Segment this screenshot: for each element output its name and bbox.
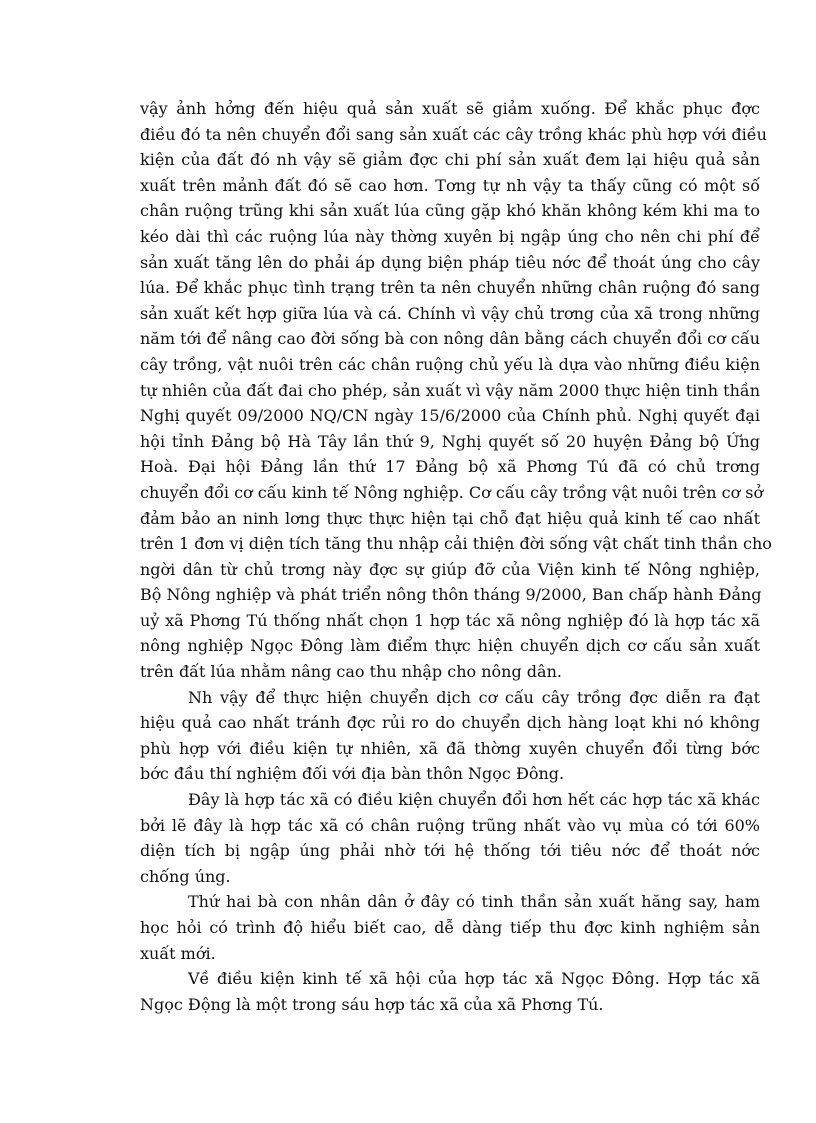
- document-page: [140, 96, 772, 1017]
- text-line: uỷ xã Phơng Tú thống nhất chọn 1 hợp tác xã nông nghiệp đó là hợp tác xã: [140, 610, 760, 630]
- text-line: chống úng.: [140, 866, 231, 886]
- text-line: chuyển đổi cơ cấu kinh tế Nông nghiệp. Cơ cấu cây trồng vật nuôi trên cơ sở: [140, 482, 764, 502]
- text-line: Về điều kiện kinh tế xã hội của hợp tác xã Ngọc Đông. Hợp tác xã: [188, 969, 760, 989]
- text-line: vậy ảnh hởng đến hiệu quả sản xuất sẽ giảm xuống. Để khắc phục đợc: [140, 99, 760, 118]
- text-line: trên đất lúa nhằm nâng cao thu nhập cho nông dân.: [140, 662, 562, 682]
- text-line: tự nhiên của đất đai cho phép, sản xuất vì vậy năm 2000 thực hiện tinh thần: [140, 380, 760, 400]
- text-line: điều đó ta nên chuyển đổi sang sản xuất các cây trồng khác phù hợp với điều: [140, 124, 767, 144]
- paragraph-1: [140, 96, 772, 685]
- paragraph-5: [140, 966, 760, 1017]
- text-line: chân ruộng trũng khi sản xuất lúa cũng gặp khó khăn không kém khi ma to: [140, 201, 760, 221]
- text-line: Đây là hợp tác xã có điều kiện chuyển đổi hơn hết các hợp tác xã khác: [188, 790, 760, 810]
- text-line: hội tỉnh Đảng bộ Hà Tây lần thứ 9, Nghị quyết số 20 huyện Đảng bộ Ứng: [140, 431, 760, 451]
- text-line: trên 1 đơn vị diện tích tăng thu nhập cải thiện đời sống vật chất tinh thần cho: [140, 534, 772, 554]
- text-line: nông nghiệp Ngọc Đông làm điểm thực hiện chuyển dịch cơ cấu sản xuất: [140, 636, 760, 656]
- text-line: ngời dân từ chủ trơng này đợc sự giúp đỡ của Viện kinh tế Nông nghiệp,: [140, 559, 760, 579]
- text-line: sản xuất kết hợp giữa lúa và cá. Chính vì vậy chủ trơng của xã trong những: [140, 303, 760, 323]
- text-line: Bộ Nông nghiệp và phát triển nông thôn tháng 9/2000, Ban chấp hành Đảng: [140, 585, 762, 605]
- text-line: Ngọc Động là một trong sáu hợp tác xã của xã Phơng Tú.: [140, 994, 604, 1014]
- text-line: hiệu quả cao nhất tránh đợc rủi ro do chuyển dịch hàng loạt khi nó không: [140, 713, 760, 733]
- text-line: bớc đầu thí nghiệm đối với địa bàn thôn Ngọc Đông.: [140, 764, 565, 784]
- paragraph-4: [140, 889, 760, 966]
- text-line: diện tích bị ngập úng phải nhờ tới hệ thống tới tiêu nớc để thoát nớc: [140, 841, 760, 861]
- text-line: Hoà. Đại hội Đảng lần thứ 17 Đảng bộ xã Phơng Tú đã có chủ trơng: [140, 457, 760, 477]
- text-line: kéo dài thì các ruộng lúa này thờng xuyên bị ngập úng cho nên chi phí để: [140, 226, 760, 246]
- text-line: sản xuất tăng lên do phải áp dụng biện pháp tiêu nớc để thoát úng cho cây: [140, 252, 760, 272]
- text-line: kiện của đất đó nh vậy sẽ giảm đợc chi phí sản xuất đem lại hiệu quả sản: [140, 150, 760, 170]
- text-line: xuất trên mảnh đất đó sẽ cao hơn. Tơng tự nh vậy ta thấy cũng có một số: [140, 175, 760, 195]
- text-line: học hỏi có trình độ hiểu biết cao, dễ dàng tiếp thu đợc kinh nghiệm sản: [140, 918, 760, 937]
- text-line: lúa. Để khắc phục tình trạng trên ta nên chuyển những chân ruộng đó sang: [140, 278, 760, 298]
- text-line: Nghị quyết 09/2000 NQ/CN ngày 15/6/2000 của Chính phủ. Nghị quyết đại: [140, 406, 760, 426]
- text-line: cây trồng, vật nuôi trên các chân ruộng chủ yếu là dựa vào những điều kiện: [140, 354, 760, 374]
- text-line: Nh vậy để thực hiện chuyển dịch cơ cấu cây trồng đợc diễn ra đạt: [188, 687, 760, 707]
- text-line: đảm bảo an ninh lơng thực thực hiện tại chỗ đạt hiệu quả kinh tế cao nhất: [140, 508, 760, 528]
- text-line: xuất mới.: [140, 943, 216, 963]
- text-line: năm tới để nâng cao đời sống bà con nông dân bằng cách chuyển đổi cơ cấu: [140, 329, 760, 349]
- paragraph-3: [140, 787, 760, 889]
- text-line: bởi lẽ đây là hợp tác xã có chân ruộng trũng nhất vào vụ mùa có tới 60%: [140, 815, 760, 835]
- text-line: Thứ hai bà con nhân dân ở đây có tinh thần sản xuất hăng say, ham: [188, 892, 760, 912]
- text-line: phù hợp với điều kiện tự nhiên, xã đã thờng xuyên chuyển đổi từng bớc: [140, 738, 760, 758]
- paragraph-2: [140, 685, 760, 787]
